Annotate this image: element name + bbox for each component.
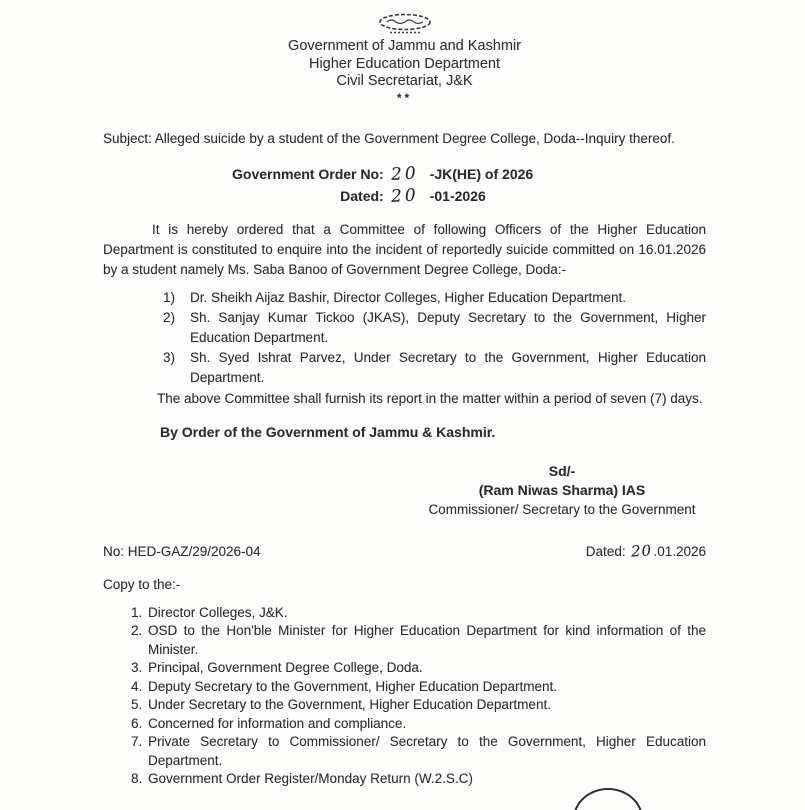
reference-date-suffix: .01.2026: [653, 543, 706, 559]
copy-distribution-list: [131, 604, 706, 789]
signature-sd: Sd/-: [548, 462, 576, 479]
copy-list-item: [131, 604, 706, 623]
copy-list-item: [131, 715, 706, 734]
committee-member-item: [163, 308, 706, 348]
subject-text: Alleged suicide by a student of the Government Degree College, Doda--Inquiry thereof.: [154, 130, 675, 146]
copy-list-item: [131, 678, 706, 697]
copy-list-item: [131, 733, 706, 770]
copy-item-number: 3.: [131, 660, 143, 675]
subject-label: Subject:: [103, 130, 152, 146]
copy-item-text: Private Secretary to Commissioner/ Secretary to the Government, Higher Education Department.: [148, 734, 706, 768]
committee-member-text: Sh. Syed Ishrat Parvez, Under Secretary to the Government, Higher Education Department.: [190, 349, 706, 385]
subject-line: [103, 129, 700, 149]
copy-item-number: 2.: [131, 623, 143, 638]
handwritten-order-number: 20: [390, 162, 419, 185]
copy-item-text: Under Secretary to the Government, Higher Education Department.: [148, 697, 551, 712]
committee-member-text: Dr. Sheikh Aijaz Bashir, Director Colleges, Higher Education Department.: [190, 289, 626, 305]
committee-member-text: Sh. Sanjay Kumar Tickoo (JKAS), Deputy Secretary to the Government, Higher Education Department.: [190, 309, 706, 345]
reference-row: [103, 541, 706, 562]
copy-item-number: 6.: [131, 715, 143, 731]
order-dated-suffix: -01-2026: [429, 187, 486, 204]
committee-list: [163, 288, 706, 388]
order-number-label: Government Order No:: [232, 165, 384, 182]
letterhead-secretariat: Civil Secretariat, J&K: [336, 73, 473, 89]
signature-block: [418, 462, 706, 519]
copy-item-number: 1.: [131, 604, 143, 620]
committee-member-number: 1): [163, 289, 176, 305]
reference-number: No: HED-GAZ/29/2026-04: [103, 543, 261, 559]
letterhead-department: Higher Education Department: [308, 55, 501, 72]
signatory-name: (Ram Niwas Sharma) IAS: [478, 481, 646, 498]
copy-item-number: 5.: [131, 697, 143, 712]
copy-item-text: Director Colleges, J&K.: [148, 604, 288, 620]
letterhead-government: Government of Jammu and Kashmir: [288, 38, 521, 54]
order-dated-label: Dated:: [340, 187, 384, 204]
copy-list-item: [131, 659, 706, 678]
handwritten-reference-day: 20: [630, 540, 653, 561]
copy-item-number: 8.: [131, 771, 143, 786]
handwritten-order-date-day: 20: [390, 184, 419, 207]
committee-member-number: 2): [163, 309, 176, 325]
copy-item-text: Principal, Government Degree College, Doda.: [148, 660, 423, 675]
copy-item-number: 4.: [131, 678, 143, 694]
copy-to-heading: Copy to the:-: [103, 576, 181, 592]
copy-item-text: Concerned for information and compliance.: [148, 715, 407, 731]
order-number-suffix: -JK(HE) of 2026: [429, 165, 534, 182]
signatory-designation: Commissioner/ Secretary to the Government: [428, 501, 696, 517]
state-emblem-icon: [103, 12, 706, 38]
by-order-line: By Order of the Government of Jammu & Kashmir.: [160, 423, 496, 440]
copy-list-item: [131, 622, 706, 659]
copy-item-text: OSD to the Hon'ble Minister for Higher Education Department for kind information of the Minister.: [148, 623, 706, 657]
copy-item-number: 7.: [131, 734, 143, 749]
reference-date: [586, 541, 706, 562]
report-period-paragraph: The above Committee shall furnish its report in the matter within a period of seven (7) days.: [157, 390, 703, 406]
stamp-circle: [573, 788, 643, 810]
reference-date-label: Dated:: [585, 543, 626, 559]
copy-item-text: Government Order Register/Monday Return (W.2.S.C): [148, 771, 473, 786]
committee-member-item: [163, 288, 706, 308]
copy-list-item: [131, 770, 706, 789]
committee-member-number: 3): [163, 349, 176, 365]
copy-list-item: [131, 696, 706, 715]
copy-item-text: Deputy Secretary to the Government, Higher Education Department.: [148, 678, 557, 694]
letterhead: [103, 12, 706, 105]
committee-member-item: [163, 348, 706, 388]
order-number-block: [232, 163, 533, 207]
order-body-paragraph: It is hereby ordered that a Committee of following Officers of the Higher Education Department is constituted to enquire into the incident of reportedly suicide committed on 16.01.2026 by a student namely Ms. Saba Banoo of Government Degree College, Doda:-: [103, 221, 706, 277]
letterhead-stars: **: [396, 90, 413, 105]
